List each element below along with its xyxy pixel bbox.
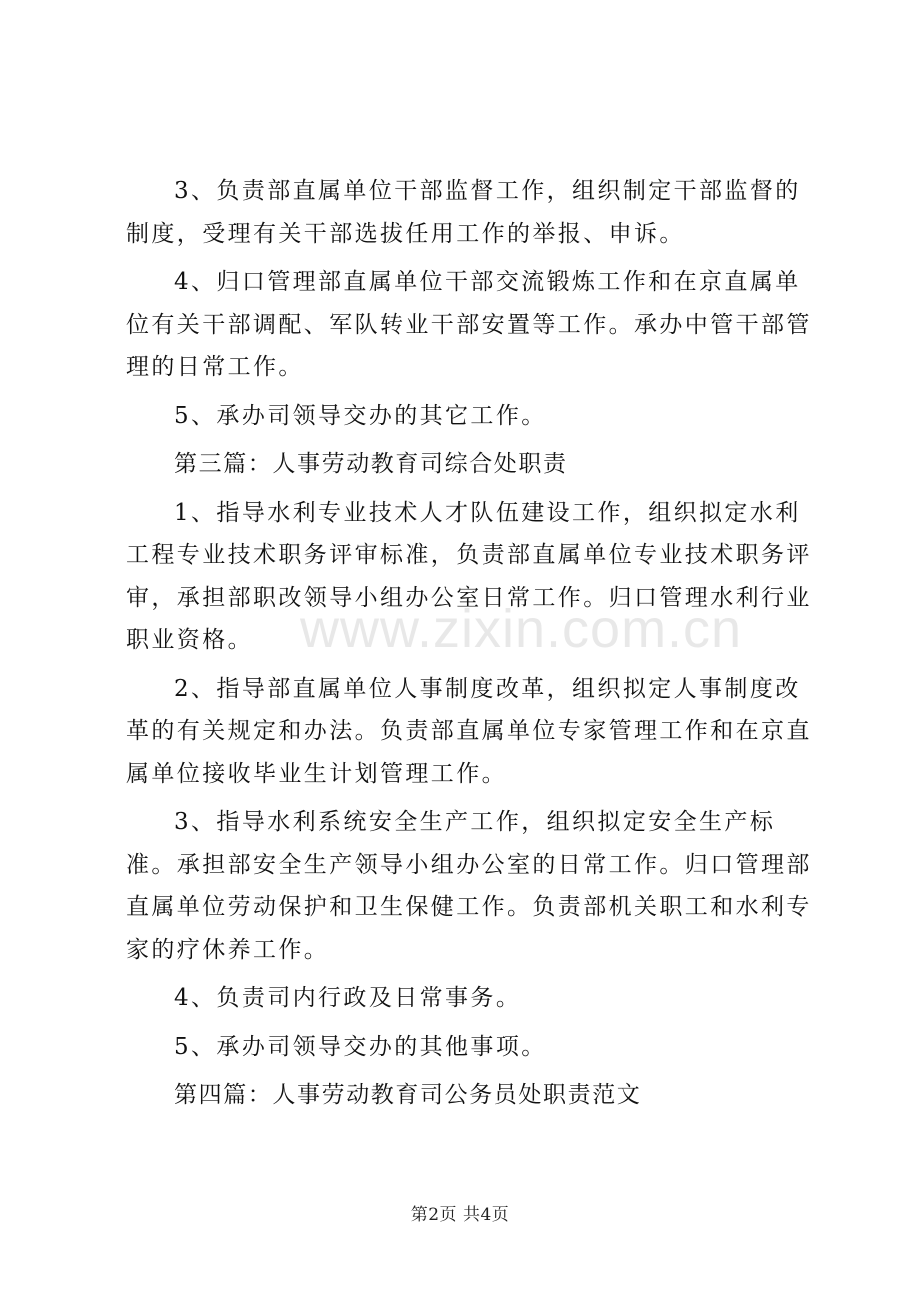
- paragraph-item-5-other-matters: 5、承办司领导交办的其他事项。: [174, 1033, 547, 1060]
- paragraph-item-3-safety: 3、指导水利系统安全生产工作，组织拟定安全生产标准。承担部安全生产领导小组办公室的日常工作。归口管理部直属单位劳动保护和卫生保健工作。负责部机关职工和水利专家的疗休养工作。: [126, 809, 812, 963]
- section-heading-part-4: 第四篇：人事劳动教育司公务员处职责范文: [174, 1082, 642, 1108]
- section-heading-part-3: 第三篇：人事劳动教育司综合处职责: [174, 451, 568, 477]
- watermark-text: www.zixin.com.cn: [300, 599, 743, 659]
- paragraph-item-4-admin: 4、负责司内行政及日常事务。: [174, 985, 522, 1011]
- paragraph-item-3-supervision: 3、负责部直属单位干部监督工作，组织制定干部监督的制度，受理有关干部选拔任用工作的举报、申诉。: [126, 178, 801, 247]
- page-footer: 第2页 共4页: [410, 1205, 510, 1225]
- paragraph-item-2-reform: 2、指导部直属单位人事制度改革，组织拟定人事制度改革的有关规定和办法。负责部直属单位专家管理工作和在京直属单位接收毕业生计划管理工作。: [126, 675, 812, 787]
- paragraph-item-4-exchange: 4、归口管理部直属单位干部交流锻炼工作和在京直属单位有关干部调配、军队转业干部安置等工作。承办中管干部管理的日常工作。: [126, 269, 812, 380]
- paragraph-item-5-other-work: 5、承办司领导交办的其它工作。: [174, 402, 547, 429]
- paragraph-item-1-talent: 1、指导水利专业技术人才队伍建设工作，组织拟定水利工程专业技术职务评审标准，负责部直属单位专业技术职务评审，承担部职改领导小组办公室日常工作。归口管理水利行业职业资格。: [126, 499, 812, 653]
- document-body: [126, 170, 816, 1123]
